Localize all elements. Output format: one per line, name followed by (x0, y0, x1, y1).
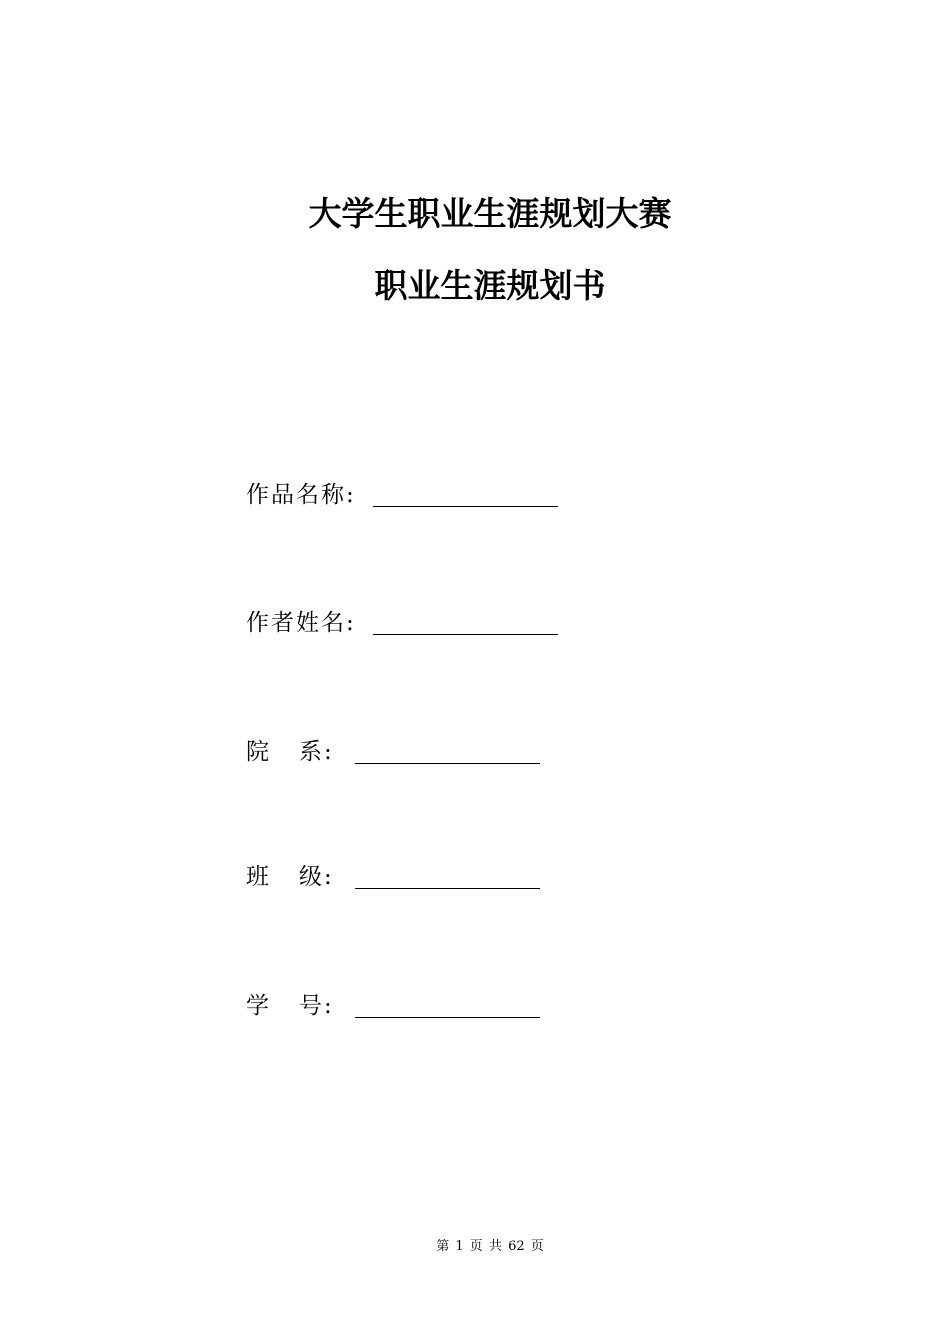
class-label (246, 862, 334, 892)
student-id-blank-line (355, 1017, 540, 1018)
student-id-label (246, 991, 334, 1021)
class-label-char1: 班 (246, 864, 271, 890)
footer-total-prefix: 共 (488, 1239, 502, 1254)
student-id-label-char2: 号: (299, 993, 334, 1019)
class-label-char2: 级: (299, 864, 334, 890)
department-label-char1: 院 (246, 739, 271, 765)
document-title-line2: 职业生涯规划书 (374, 266, 606, 305)
footer-page-word: 页 (469, 1239, 483, 1254)
author-name-label: 作者姓名: (246, 610, 356, 636)
department-blank-line (355, 763, 540, 764)
document-title-line1: 大学生职业生涯规划大赛 (308, 194, 672, 233)
footer-total-pages: 62 (508, 1239, 525, 1254)
department-label-char2: 系: (299, 739, 334, 765)
work-name-label: 作品名称: (246, 482, 356, 508)
class-blank-line (355, 888, 540, 889)
page-footer (0, 1238, 950, 1256)
work-name-blank-line (373, 506, 558, 507)
footer-page-suffix: 页 (530, 1239, 544, 1254)
footer-page-prefix: 第 (436, 1239, 450, 1254)
author-name-blank-line (373, 634, 558, 635)
student-id-label-char1: 学 (246, 993, 271, 1019)
footer-current-page: 1 (455, 1239, 464, 1254)
department-label (246, 737, 334, 767)
